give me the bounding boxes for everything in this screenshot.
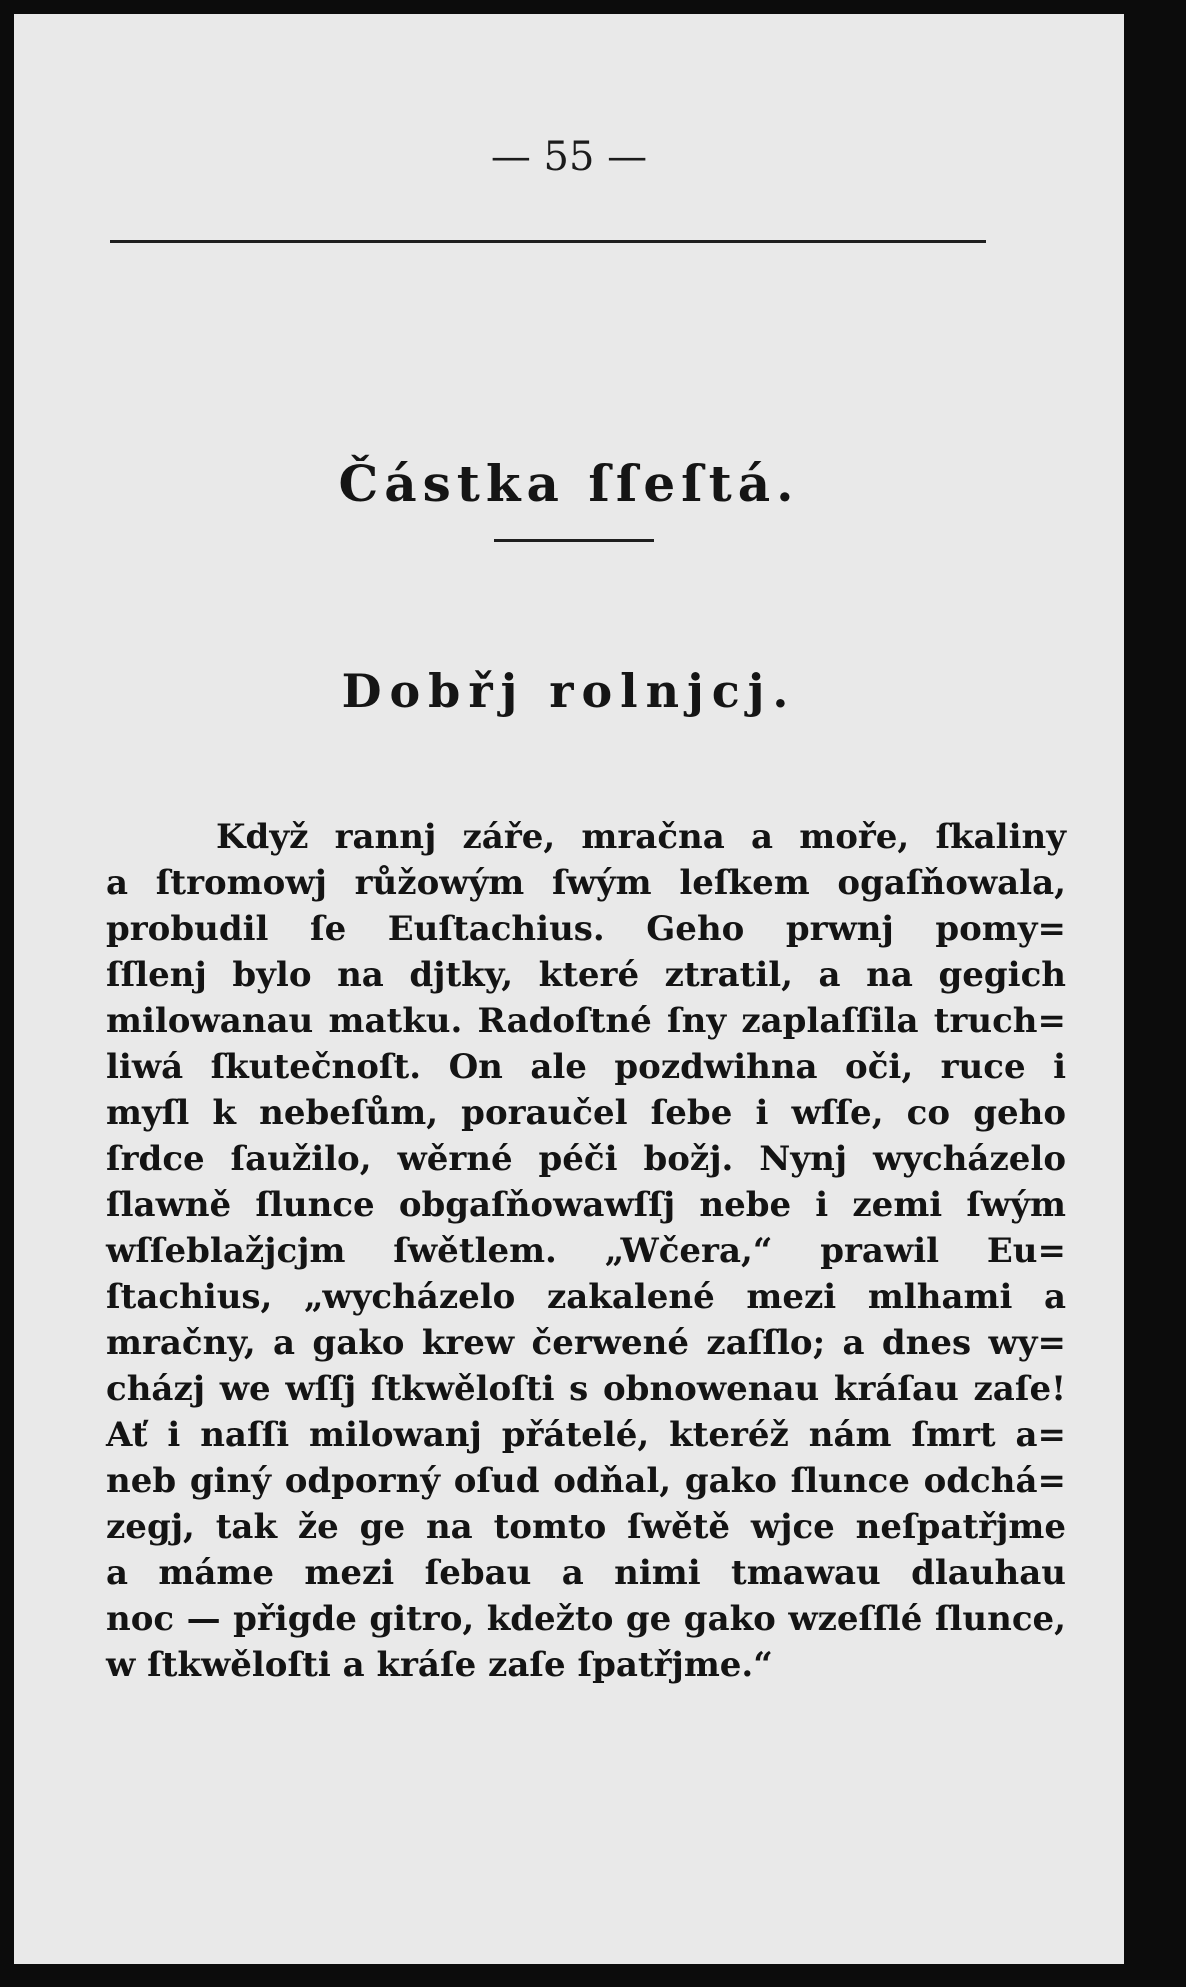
body-line: zegj, tak že ge na tomto ſwětě wjce neſpatřjme xyxy=(106,1507,1066,1547)
body-line: a ſtromowj růžowým ſwým leſkem ogaſňowala, xyxy=(106,863,1066,903)
body-paragraph xyxy=(106,814,1066,1688)
section-title: Dobřj rolnjcj. xyxy=(341,664,797,718)
body-line: ſſlenj bylo na djtky, které ztratil, a na gegich xyxy=(106,955,1066,995)
body-line: Ať i naſſi milowanj přátelé, kteréž nám ſmrt a= xyxy=(106,1415,1066,1455)
chapter-title: Částka ſſeſtá. xyxy=(338,454,800,513)
body-line: w ſtkwěloſti a kráſe zaſe ſpatřjme.“ xyxy=(106,1645,773,1685)
body-line: myſl k nebeſům, poraučel ſebe i wſſe, co geho xyxy=(106,1093,1066,1133)
body-line: ſtachius, „wycházelo zakalené mezi mlhami a xyxy=(106,1277,1066,1317)
header-rule xyxy=(110,240,986,243)
body-line: mračny, a gako krew čerwené zaſſlo; a dnes wy= xyxy=(106,1323,1066,1363)
body-line: probudil ſe Euſtachius. Geho prwnj pomy= xyxy=(106,909,1066,949)
body-line: wſſeblažjcjm ſwětlem. „Wčera,“ prawil Eu= xyxy=(106,1231,1066,1271)
title-rule xyxy=(494,539,654,542)
page-number: — 55 — xyxy=(490,134,648,180)
body-line: cházj we wſſj ſtkwěloſti s obnowenau kráſau zaſe! xyxy=(106,1369,1066,1409)
body-line: noc — přigde gitro, kdežto ge gako wzeſſlé ſlunce, xyxy=(106,1599,1066,1639)
body-line: Když rannj záře, mračna a moře, ſkaliny xyxy=(216,817,1066,857)
body-line: ſrdce ſaužilo, wěrné péči božj. Nynj wycházelo xyxy=(106,1139,1066,1179)
body-line: milowanau matku. Radoſtné ſny zaplaſſila truch= xyxy=(106,1001,1066,1041)
book-page xyxy=(14,14,1124,1964)
body-line: liwá ſkutečnoſt. On ale pozdwihna oči, ruce i xyxy=(106,1047,1066,1087)
body-line: neb giný odporný oſud odňal, gako ſlunce odchá= xyxy=(106,1461,1066,1501)
body-line: ſlawně ſlunce obgaſňowawſſj nebe i zemi ſwým xyxy=(106,1185,1066,1225)
body-line: a máme mezi ſebau a nimi tmawau dlauhau xyxy=(106,1553,1066,1593)
